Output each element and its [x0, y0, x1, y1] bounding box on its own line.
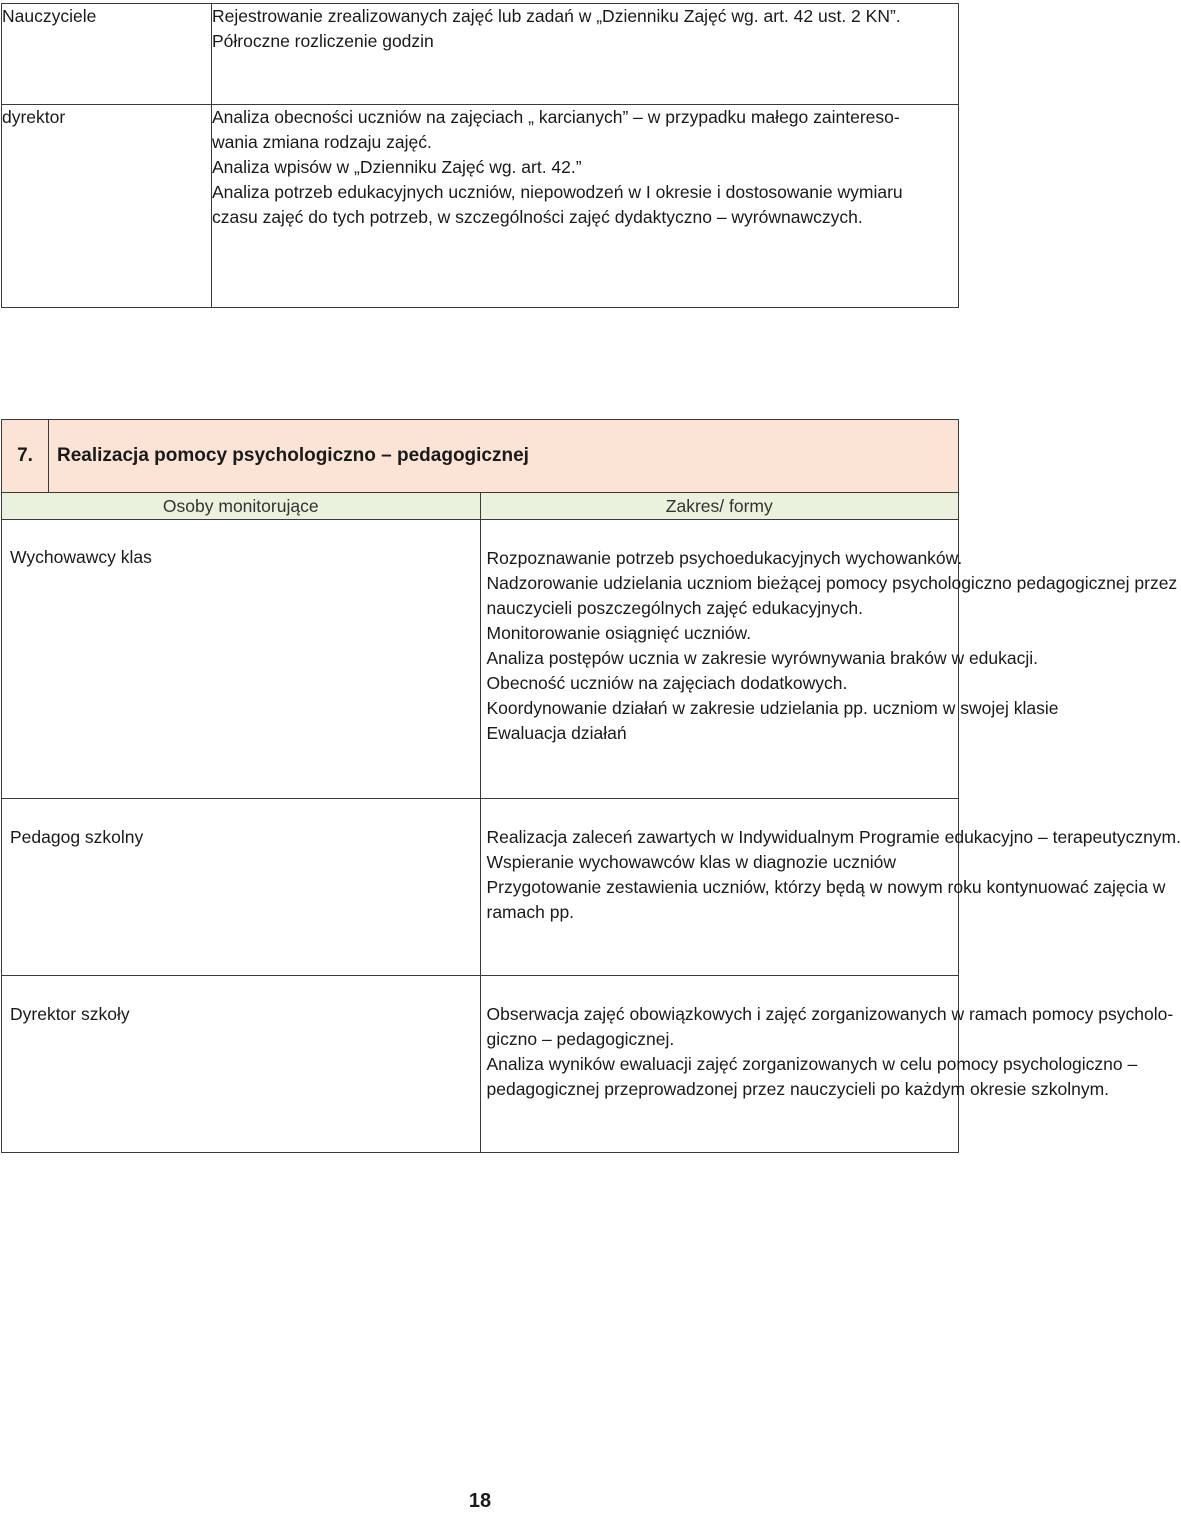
scope-line: giczno – pedagogicznej.: [486, 1029, 675, 1049]
scope-line: Analiza potrzeb edukacyjnych uczniów, niepowodzeń w I okresie i dostosowanie wymiaru: [212, 182, 903, 202]
scope-line: czasu zajęć do tych potrzeb, w szczególności zajęć dydaktyczno – wyrównawczych.: [212, 207, 863, 227]
column-header-row: [2, 493, 959, 520]
section-header-cell: [2, 420, 959, 493]
scope-line: nauczycieli poszczególnych zajęć edukacyjnych.: [486, 598, 863, 618]
role-cell: [2, 4, 212, 105]
scope-line: Przygotowanie zestawienia uczniów, którzy będą w nowym roku kontynuować zajęcia w: [486, 877, 1166, 897]
scope-cell: [212, 4, 959, 105]
scope-line: Ewaluacja działań: [486, 723, 627, 743]
scope-line: Półroczne rozliczenie godzin: [212, 31, 434, 51]
scope-line: pedagogicznej przeprowadzonej przez nauczycieli po każdym okresie szkolnym.: [486, 1079, 1110, 1099]
scope-line: Obecność uczniów na zajęciach dodatkowych.: [486, 673, 848, 693]
monitoring-table-continued: [1, 3, 959, 308]
scope-cell: [480, 976, 1174, 1153]
role-cell: [2, 799, 481, 976]
scope-cell: [480, 520, 1178, 799]
scope-line: Monitorowanie osiągnięć uczniów.: [486, 623, 752, 643]
role-cell: [2, 976, 481, 1153]
role-cell: [2, 520, 481, 799]
role-cell: [2, 105, 212, 308]
table-row: [2, 520, 959, 799]
scope-line: Realizacja zaleceń zawartych w Indywidualnym Programie edukacyjno – terapeutycznym.: [486, 827, 1181, 847]
scope-line: Rejestrowanie zrealizowanych zajęć lub zadań w „Dzienniku Zajęć wg. art. 42 ust. 2 KN”.: [212, 6, 901, 26]
role-name: dyrektor: [2, 107, 66, 127]
role-name: Dyrektor szkoły: [10, 1004, 130, 1024]
role-name: Wychowawcy klas: [10, 547, 152, 567]
scope-cell: [212, 105, 959, 308]
column-header-role: Osoby monitorujące: [2, 493, 481, 520]
column-header-scope: Zakres/ formy: [480, 493, 959, 520]
section-number: 7.: [2, 420, 49, 492]
table-row: [2, 976, 959, 1153]
scope-line: Analiza wpisów w „Dzienniku Zajęć wg. art. 42.”: [212, 157, 582, 177]
role-name: Pedagog szkolny: [10, 827, 144, 847]
scope-line: Rozpoznawanie potrzeb psychoedukacyjnych wychowanków.: [486, 548, 963, 568]
page-number: 18: [468, 1490, 492, 1512]
scope-cell: [480, 799, 1181, 976]
scope-line: Analiza postępów ucznia w zakresie wyrównywania braków w edukacji.: [486, 648, 1039, 668]
scope-line: wania zmiana rodzaju zajęć.: [212, 132, 432, 152]
section-7-table: [1, 419, 1181, 1153]
table-row: [2, 105, 959, 308]
scope-line: Analiza wyników ewaluacji zajęć zorganizowanych w celu pomocy psychologiczno –: [486, 1054, 1138, 1074]
table-row: [2, 799, 959, 976]
scope-line: Nadzorowanie udzielania uczniom bieżącej pomocy psychologiczno pedagogicznej przez: [486, 573, 1178, 593]
table-row: [2, 4, 959, 105]
scope-line: Obserwacja zajęć obowiązkowych i zajęć zorganizowanych w ramach pomocy psycholo-: [486, 1004, 1174, 1024]
section-header: [2, 420, 959, 493]
section-title: Realizacja pomocy psychologiczno – pedagogicznej: [57, 445, 529, 466]
scope-line: Wspieranie wychowawców klas w diagnozie uczniów: [486, 852, 896, 872]
scope-line: Analiza obecności uczniów na zajęciach „ karcianych” – w przypadku małego zaintereso-: [212, 107, 900, 127]
role-name: Nauczyciele: [2, 6, 97, 26]
scope-line: Koordynowanie działań w zakresie udzielania pp. uczniom w swojej klasie: [486, 698, 1059, 718]
scope-line: ramach pp.: [486, 902, 575, 922]
